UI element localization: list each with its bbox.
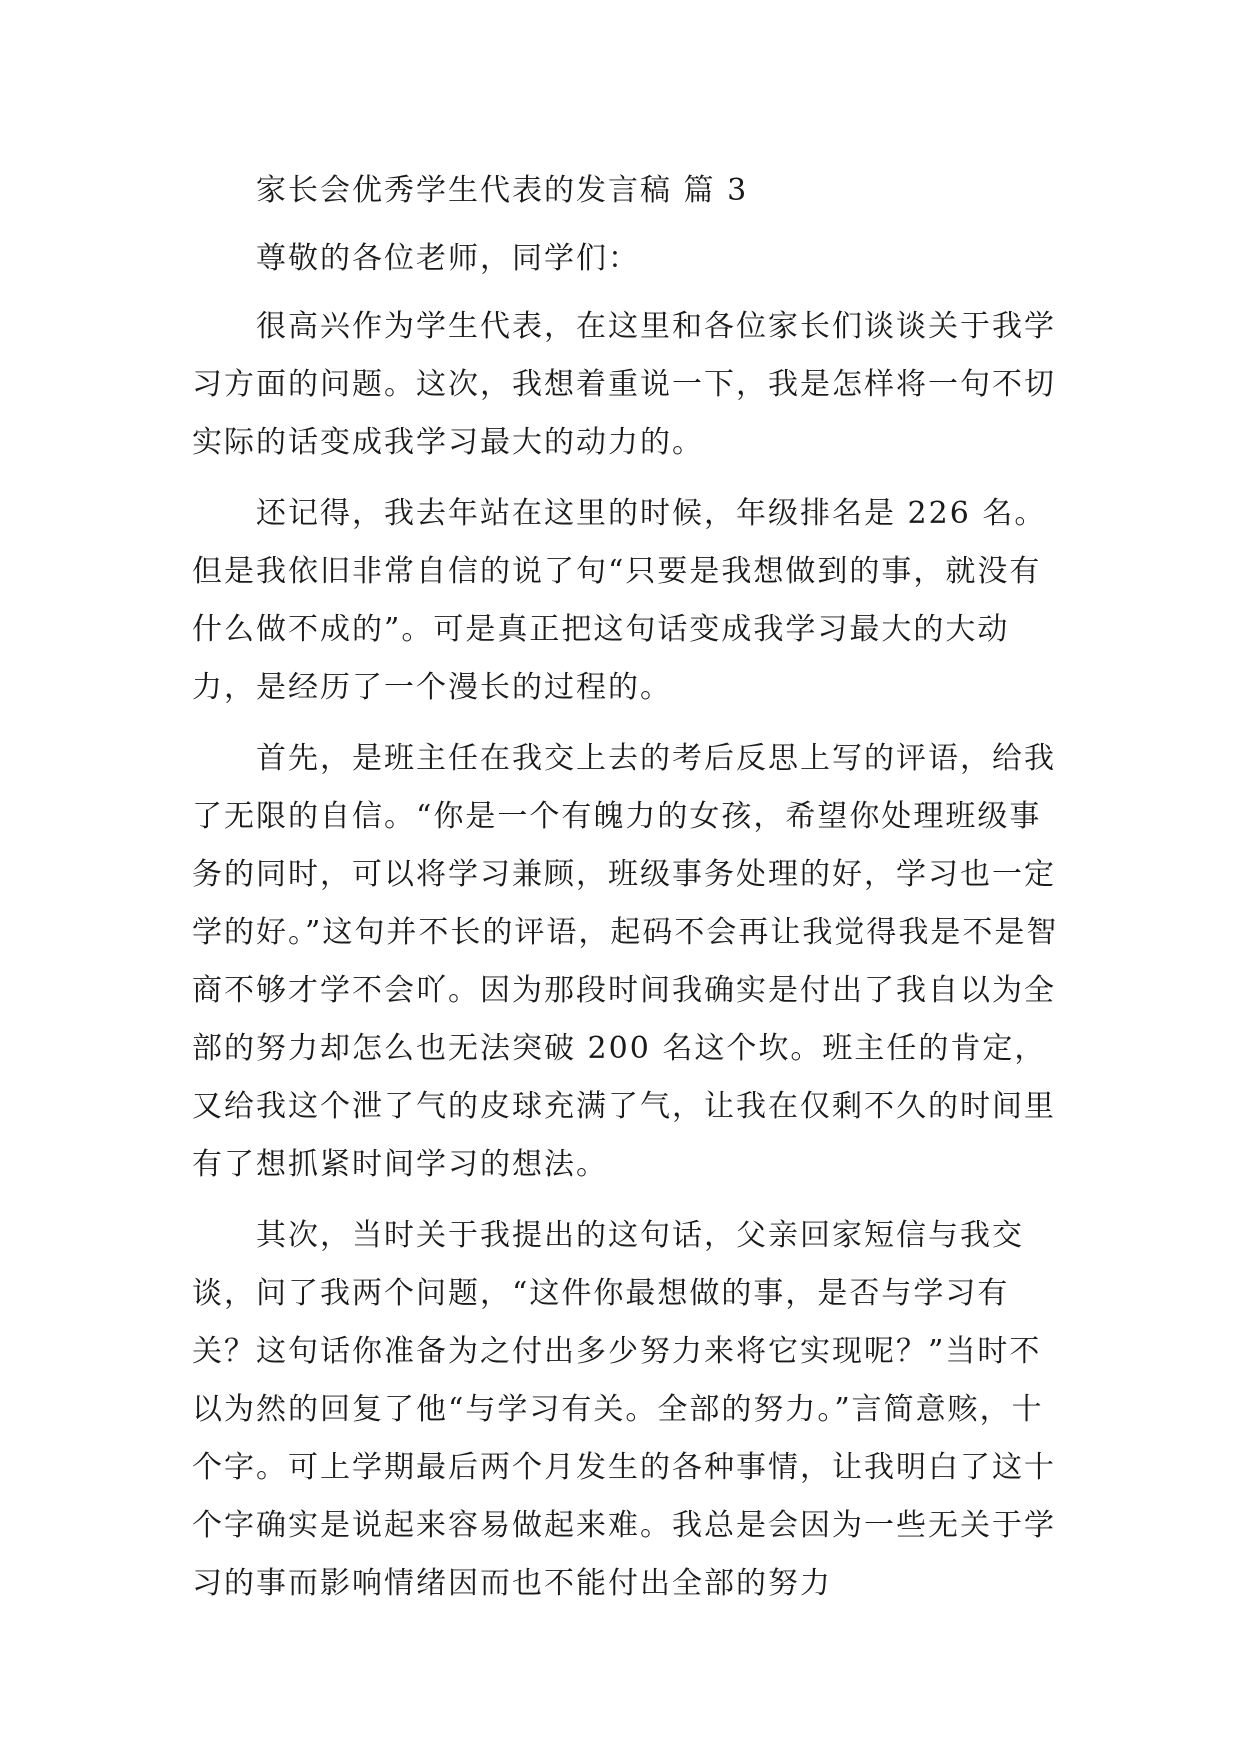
document-body — [192, 162, 1072, 1626]
paragraph-intro: 很高兴作为学生代表，在这里和各位家长们谈谈关于我学习方面的问题。这次，我想着重说一下，我是怎样将一句不切实际的话变成我学习最大的动力的。 — [192, 309, 1056, 460]
salutation: 尊敬的各位老师，同学们： — [256, 241, 640, 276]
paragraph-second: 其次，当时关于我提出的这句话，父亲回家短信与我交谈，问了我两个问题，“这件你最想做的事，是否与学习有关？这句话你准备为之付出多少努力来将它实现呢？”当时不以为然的回复了他“与学习有关。全部的努力。”言简意赅，十个字。可上学期最后两个月发生的各种事情，让我明白了这十个字确实是说起来容易做起来难。我总是会因为一些无关于学习的事而影响情绪因而也不能付出全部的努力 — [192, 1218, 1056, 1601]
paragraph-first: 首先，是班主任在我交上去的考后反思上写的评语，给我了无限的自信。“你是一个有魄力的女孩，希望你处理班级事务的同时，可以将学习兼顾，班级事务处理的好，学习也一定学的好。”这句并不长的评语，起码不会再让我觉得我是不是智商不够才学不会吖。因为那段时间我确实是付出了我自以为全部的努力却怎么也无法突破 200 名这个坎。班主任的肯定，又给我这个泄了气的皮球充满了气，让我在仅剩不久的时间里有了想抓紧时间学习的想法。 — [192, 741, 1059, 1182]
document-title: 家长会优秀学生代表的发言稿 篇 3 — [256, 173, 749, 208]
paragraph-memory: 还记得，我去年站在这里的时候，年级排名是 226 名。但是我依旧非常自信的说了句“只要是我想做到的事，就没有什么做不成的”。可是真正把这句话变成我学习最大的大动力，是经历了一个漫长的过程的。 — [192, 496, 1047, 705]
